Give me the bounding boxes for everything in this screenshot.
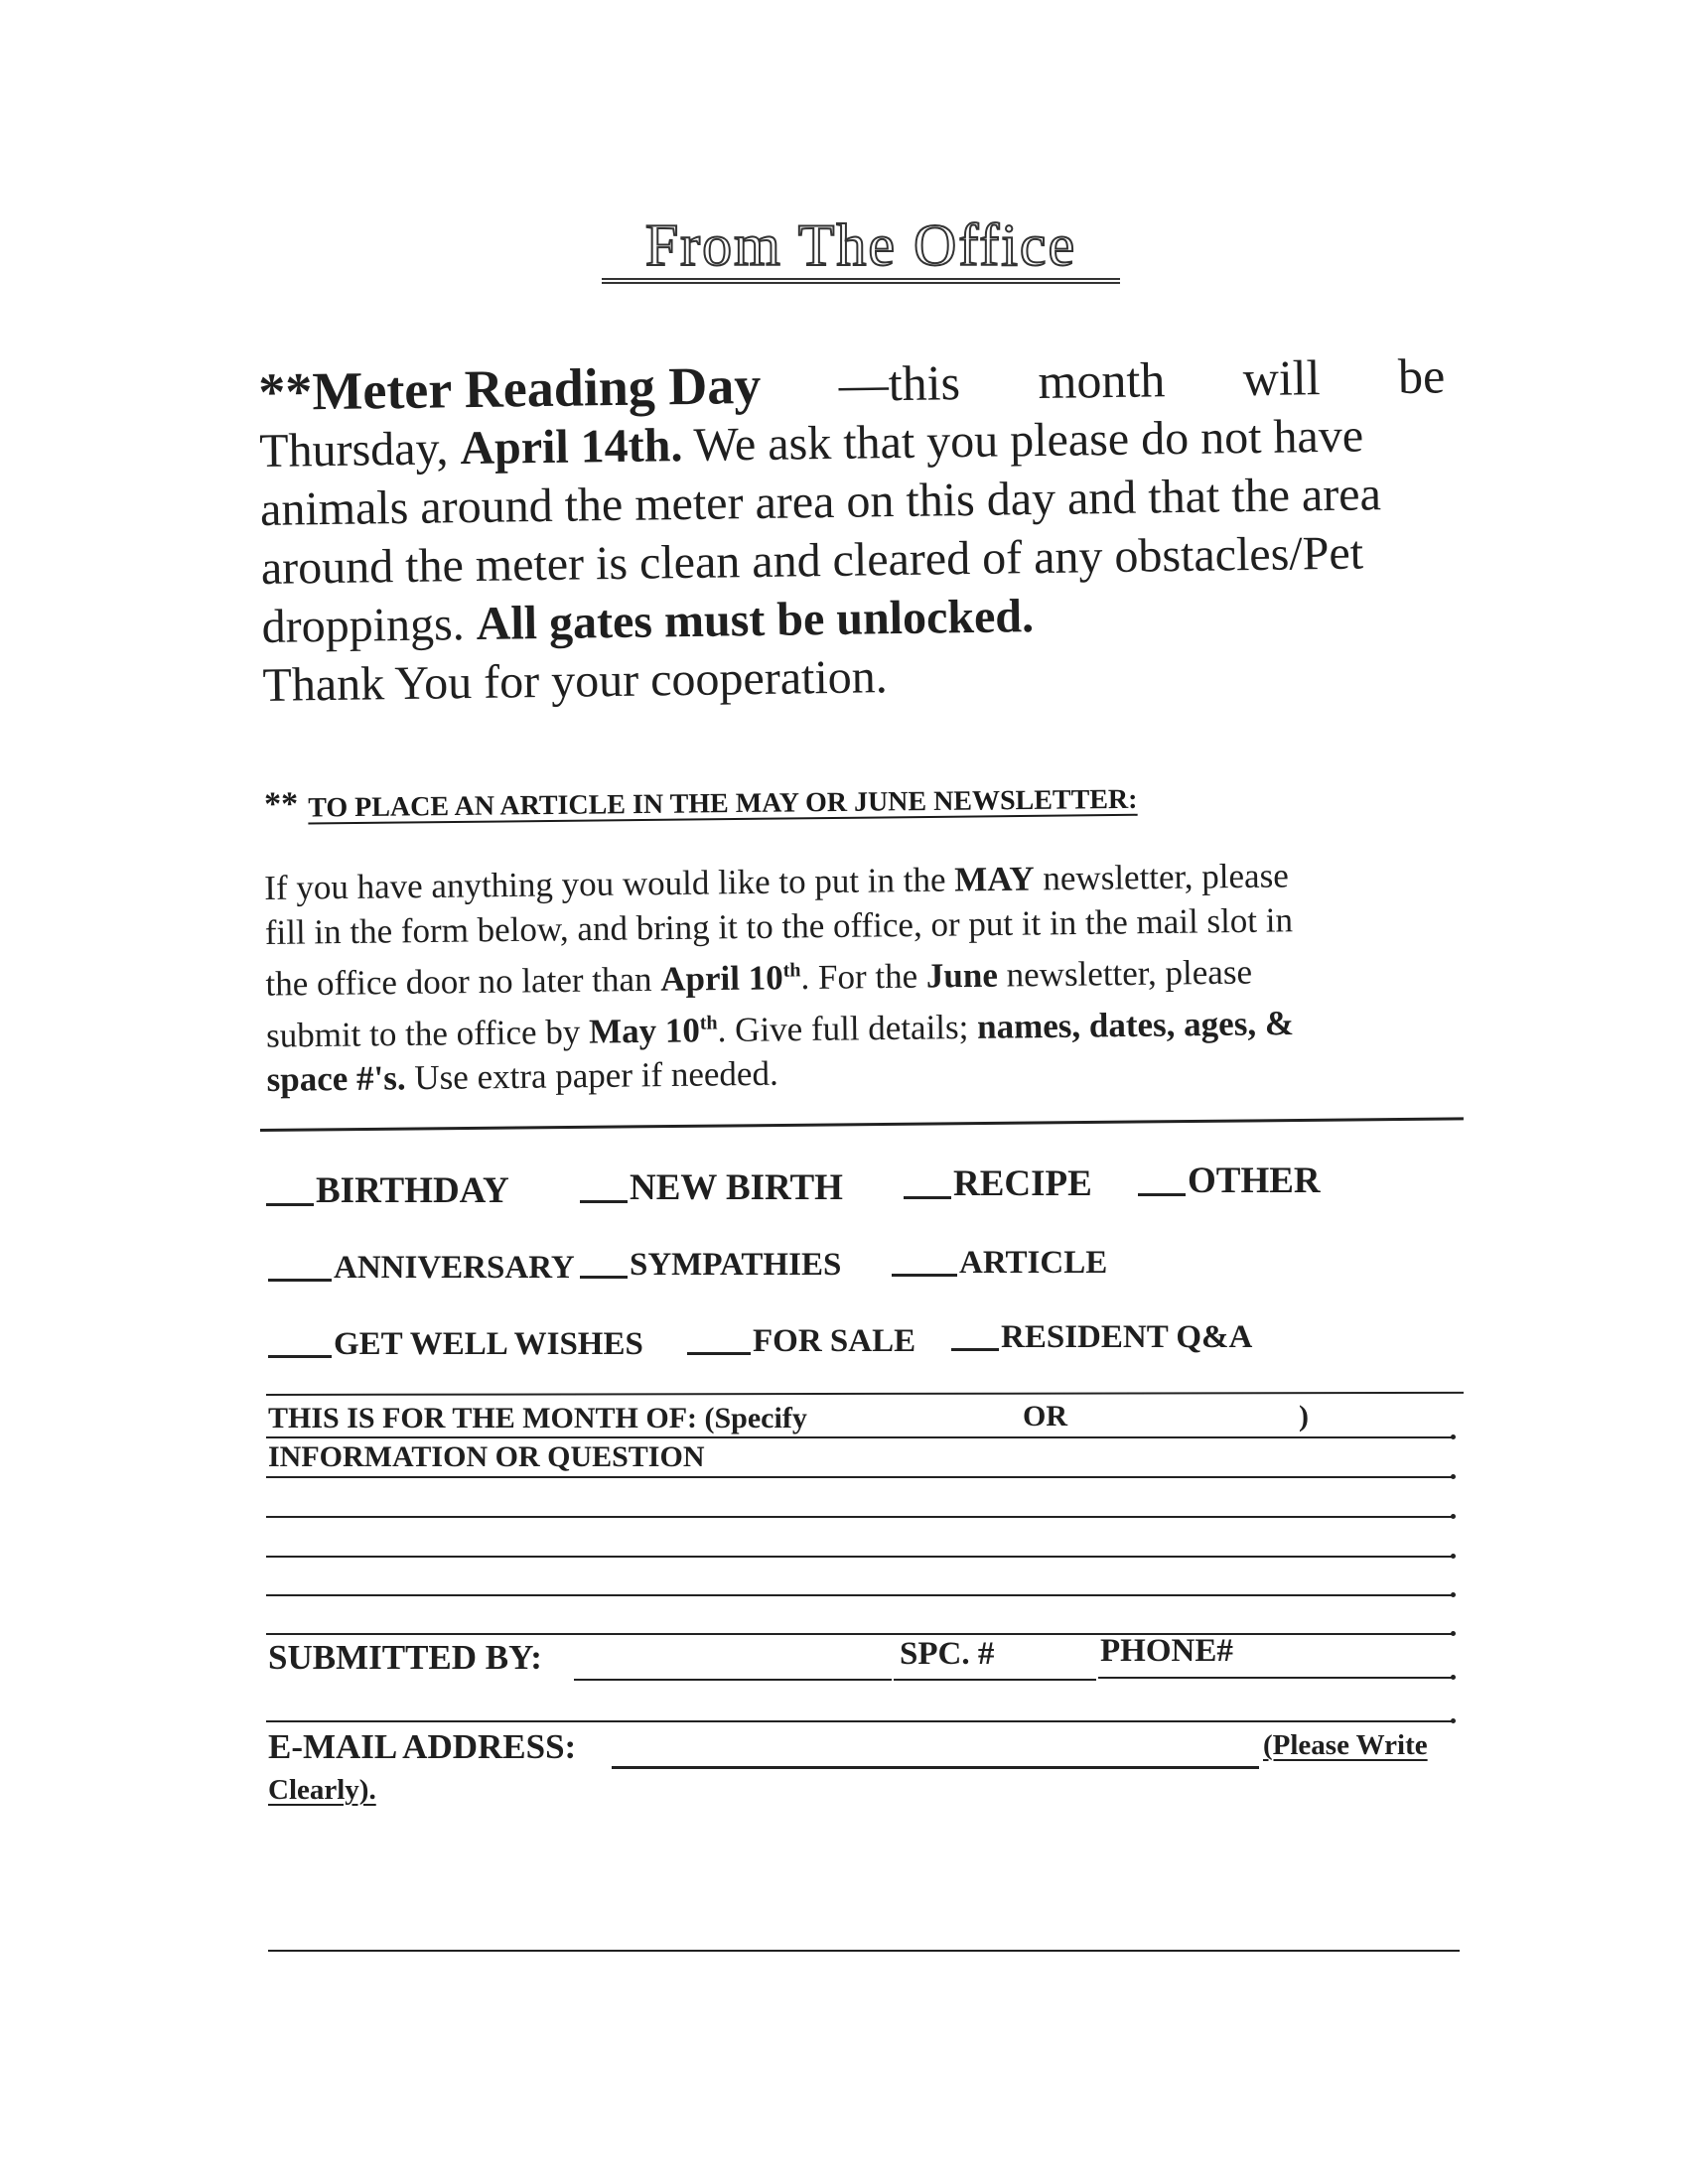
checkbox-blank bbox=[951, 1348, 999, 1351]
line-end-dot bbox=[1451, 1554, 1456, 1559]
information-label: INFORMATION OR QUESTION bbox=[268, 1440, 705, 1473]
nl-line-4-mid: . Give full details; bbox=[717, 1007, 978, 1049]
clearly-note: Clearly). bbox=[268, 1774, 376, 1806]
checkbox-get-well-wishes[interactable] bbox=[268, 1326, 643, 1363]
email-label: E-MAIL ADDRESS: bbox=[268, 1727, 577, 1766]
nl-details: names, dates, ages, & bbox=[976, 1003, 1295, 1046]
line-end-dot bbox=[1451, 1675, 1456, 1680]
submitted-by-label: SUBMITTED BY: bbox=[268, 1638, 542, 1677]
checkbox-blank bbox=[268, 1279, 332, 1282]
nl-line-1-pre: If you have anything you would like to put in the bbox=[264, 860, 955, 907]
meter-line-5-pre: droppings. bbox=[261, 597, 478, 653]
checkbox-label: SYMPATHIES bbox=[630, 1247, 842, 1283]
checkbox-new-birth[interactable] bbox=[580, 1166, 843, 1209]
checkbox-blank bbox=[266, 1203, 314, 1206]
checkbox-blank bbox=[1138, 1193, 1186, 1196]
checkbox-blank bbox=[268, 1355, 332, 1358]
form-top-rule bbox=[266, 1392, 1464, 1396]
please-write-note: (Please Write bbox=[1263, 1729, 1428, 1761]
checkbox-birthday[interactable] bbox=[266, 1169, 509, 1212]
meter-line-2-post: We ask that you please do not have bbox=[682, 409, 1364, 473]
newsletter-stars: ** bbox=[264, 785, 299, 823]
checkbox-label: GET WELL WISHES bbox=[334, 1326, 643, 1362]
line-end-dot bbox=[1451, 1718, 1456, 1723]
line-end-dot bbox=[1451, 1434, 1456, 1439]
newsletter-instructions bbox=[264, 851, 1464, 1102]
checkbox-label: RESIDENT Q&A bbox=[1001, 1319, 1253, 1355]
nl-april-sup: th bbox=[782, 959, 801, 982]
checkbox-article[interactable] bbox=[892, 1245, 1107, 1282]
checkbox-resident-qa[interactable] bbox=[951, 1319, 1252, 1356]
nl-line-3-post: newsletter, please bbox=[997, 952, 1253, 995]
checkbox-label: ARTICLE bbox=[959, 1245, 1108, 1281]
meter-line-6: Thank You for your cooperation. bbox=[262, 650, 889, 712]
or-label: OR bbox=[1023, 1400, 1067, 1433]
meter-lead-word-4: be bbox=[1397, 347, 1446, 404]
meter-reading-notice bbox=[258, 346, 1455, 715]
checkbox-label: FOR SALE bbox=[753, 1323, 916, 1359]
meter-heading: **Meter Reading Day bbox=[257, 354, 762, 422]
checkbox-blank bbox=[580, 1200, 628, 1203]
line-end-dot bbox=[1451, 1631, 1456, 1636]
nl-space: space #'s. bbox=[266, 1058, 406, 1100]
bottom-rule bbox=[268, 1950, 1460, 1952]
checkbox-label: ANNIVERSARY bbox=[334, 1250, 575, 1286]
checkbox-label: RECIPE bbox=[953, 1163, 1092, 1204]
checkbox-sympathies[interactable] bbox=[580, 1247, 841, 1284]
space-number-label: SPC. # bbox=[900, 1636, 995, 1672]
newsletter-heading bbox=[264, 776, 1257, 825]
line-end-dot bbox=[1451, 1474, 1456, 1479]
title-block bbox=[600, 210, 1122, 280]
meter-line-2-pre: Thursday, bbox=[258, 422, 461, 478]
nl-line-3-mid: . For the bbox=[800, 956, 927, 998]
nl-may: MAY bbox=[954, 859, 1035, 899]
meter-lead-word-3: will bbox=[1242, 349, 1321, 407]
space-number-field[interactable] bbox=[894, 1679, 1096, 1681]
gates-notice: All gates must be unlocked. bbox=[476, 590, 1035, 650]
checkbox-label: NEW BIRTH bbox=[630, 1167, 843, 1208]
checkbox-anniversary[interactable] bbox=[268, 1250, 575, 1287]
line-end-dot bbox=[1451, 1514, 1456, 1519]
meter-lead-word-2: month bbox=[1038, 351, 1166, 410]
writing-line-3[interactable] bbox=[266, 1594, 1452, 1596]
title-double-underline bbox=[602, 278, 1120, 284]
writing-line-2[interactable] bbox=[266, 1556, 1452, 1558]
nl-line-4-pre: submit to the office by bbox=[265, 1012, 590, 1055]
email-field[interactable] bbox=[612, 1766, 1259, 1769]
section-divider bbox=[260, 1117, 1464, 1132]
phone-field[interactable] bbox=[1098, 1677, 1452, 1679]
nl-may-date: May 10 bbox=[588, 1010, 701, 1051]
nl-may-sup: th bbox=[699, 1012, 718, 1034]
nl-april-date: April 10 bbox=[660, 958, 783, 999]
meter-date: April 14th. bbox=[460, 419, 683, 476]
checkbox-label: OTHER bbox=[1188, 1160, 1321, 1201]
newsletter-heading-text: TO PLACE AN ARTICLE IN THE MAY OR JUNE NEWSLETTER: bbox=[308, 783, 1138, 824]
line-end-dot bbox=[1451, 1592, 1456, 1597]
nl-line-2-text: fill in the form below, and bring it to the office, or put it in the mail slot in bbox=[264, 900, 1294, 952]
checkbox-blank bbox=[687, 1352, 751, 1355]
checkbox-recipe[interactable] bbox=[904, 1162, 1092, 1205]
nl-line-1-post: newsletter, please bbox=[1034, 856, 1289, 898]
information-field-line[interactable] bbox=[266, 1476, 1452, 1478]
meter-line-4: around the meter is clean and cleared of any obstacles/Pet bbox=[260, 526, 1364, 595]
month-label: THIS IS FOR THE MONTH OF: (Specify bbox=[268, 1402, 807, 1434]
writing-line-1[interactable] bbox=[266, 1516, 1452, 1518]
month-field-line[interactable] bbox=[266, 1436, 1452, 1438]
phone-label: PHONE# bbox=[1100, 1633, 1233, 1669]
close-paren: ) bbox=[1299, 1400, 1309, 1433]
writing-line-5[interactable] bbox=[266, 1720, 1452, 1722]
checkbox-label: BIRTHDAY bbox=[316, 1170, 509, 1211]
checkbox-blank bbox=[580, 1276, 628, 1279]
nl-line-5-post: Use extra paper if needed. bbox=[405, 1054, 778, 1098]
checkbox-other[interactable] bbox=[1138, 1160, 1321, 1202]
nl-line-3-pre: the office door no later than bbox=[265, 959, 661, 1004]
meter-lead-word-1: —this bbox=[838, 354, 961, 412]
checkbox-for-sale[interactable] bbox=[687, 1323, 915, 1360]
writing-line-4[interactable] bbox=[266, 1633, 1452, 1635]
nl-june: June bbox=[925, 955, 999, 996]
meter-line-3: animals around the meter area on this day and that the area bbox=[259, 468, 1382, 536]
checkbox-blank bbox=[904, 1196, 951, 1199]
checkbox-blank bbox=[892, 1274, 957, 1277]
submitted-by-field[interactable] bbox=[574, 1679, 892, 1681]
page-title: From The Office bbox=[644, 212, 1077, 278]
